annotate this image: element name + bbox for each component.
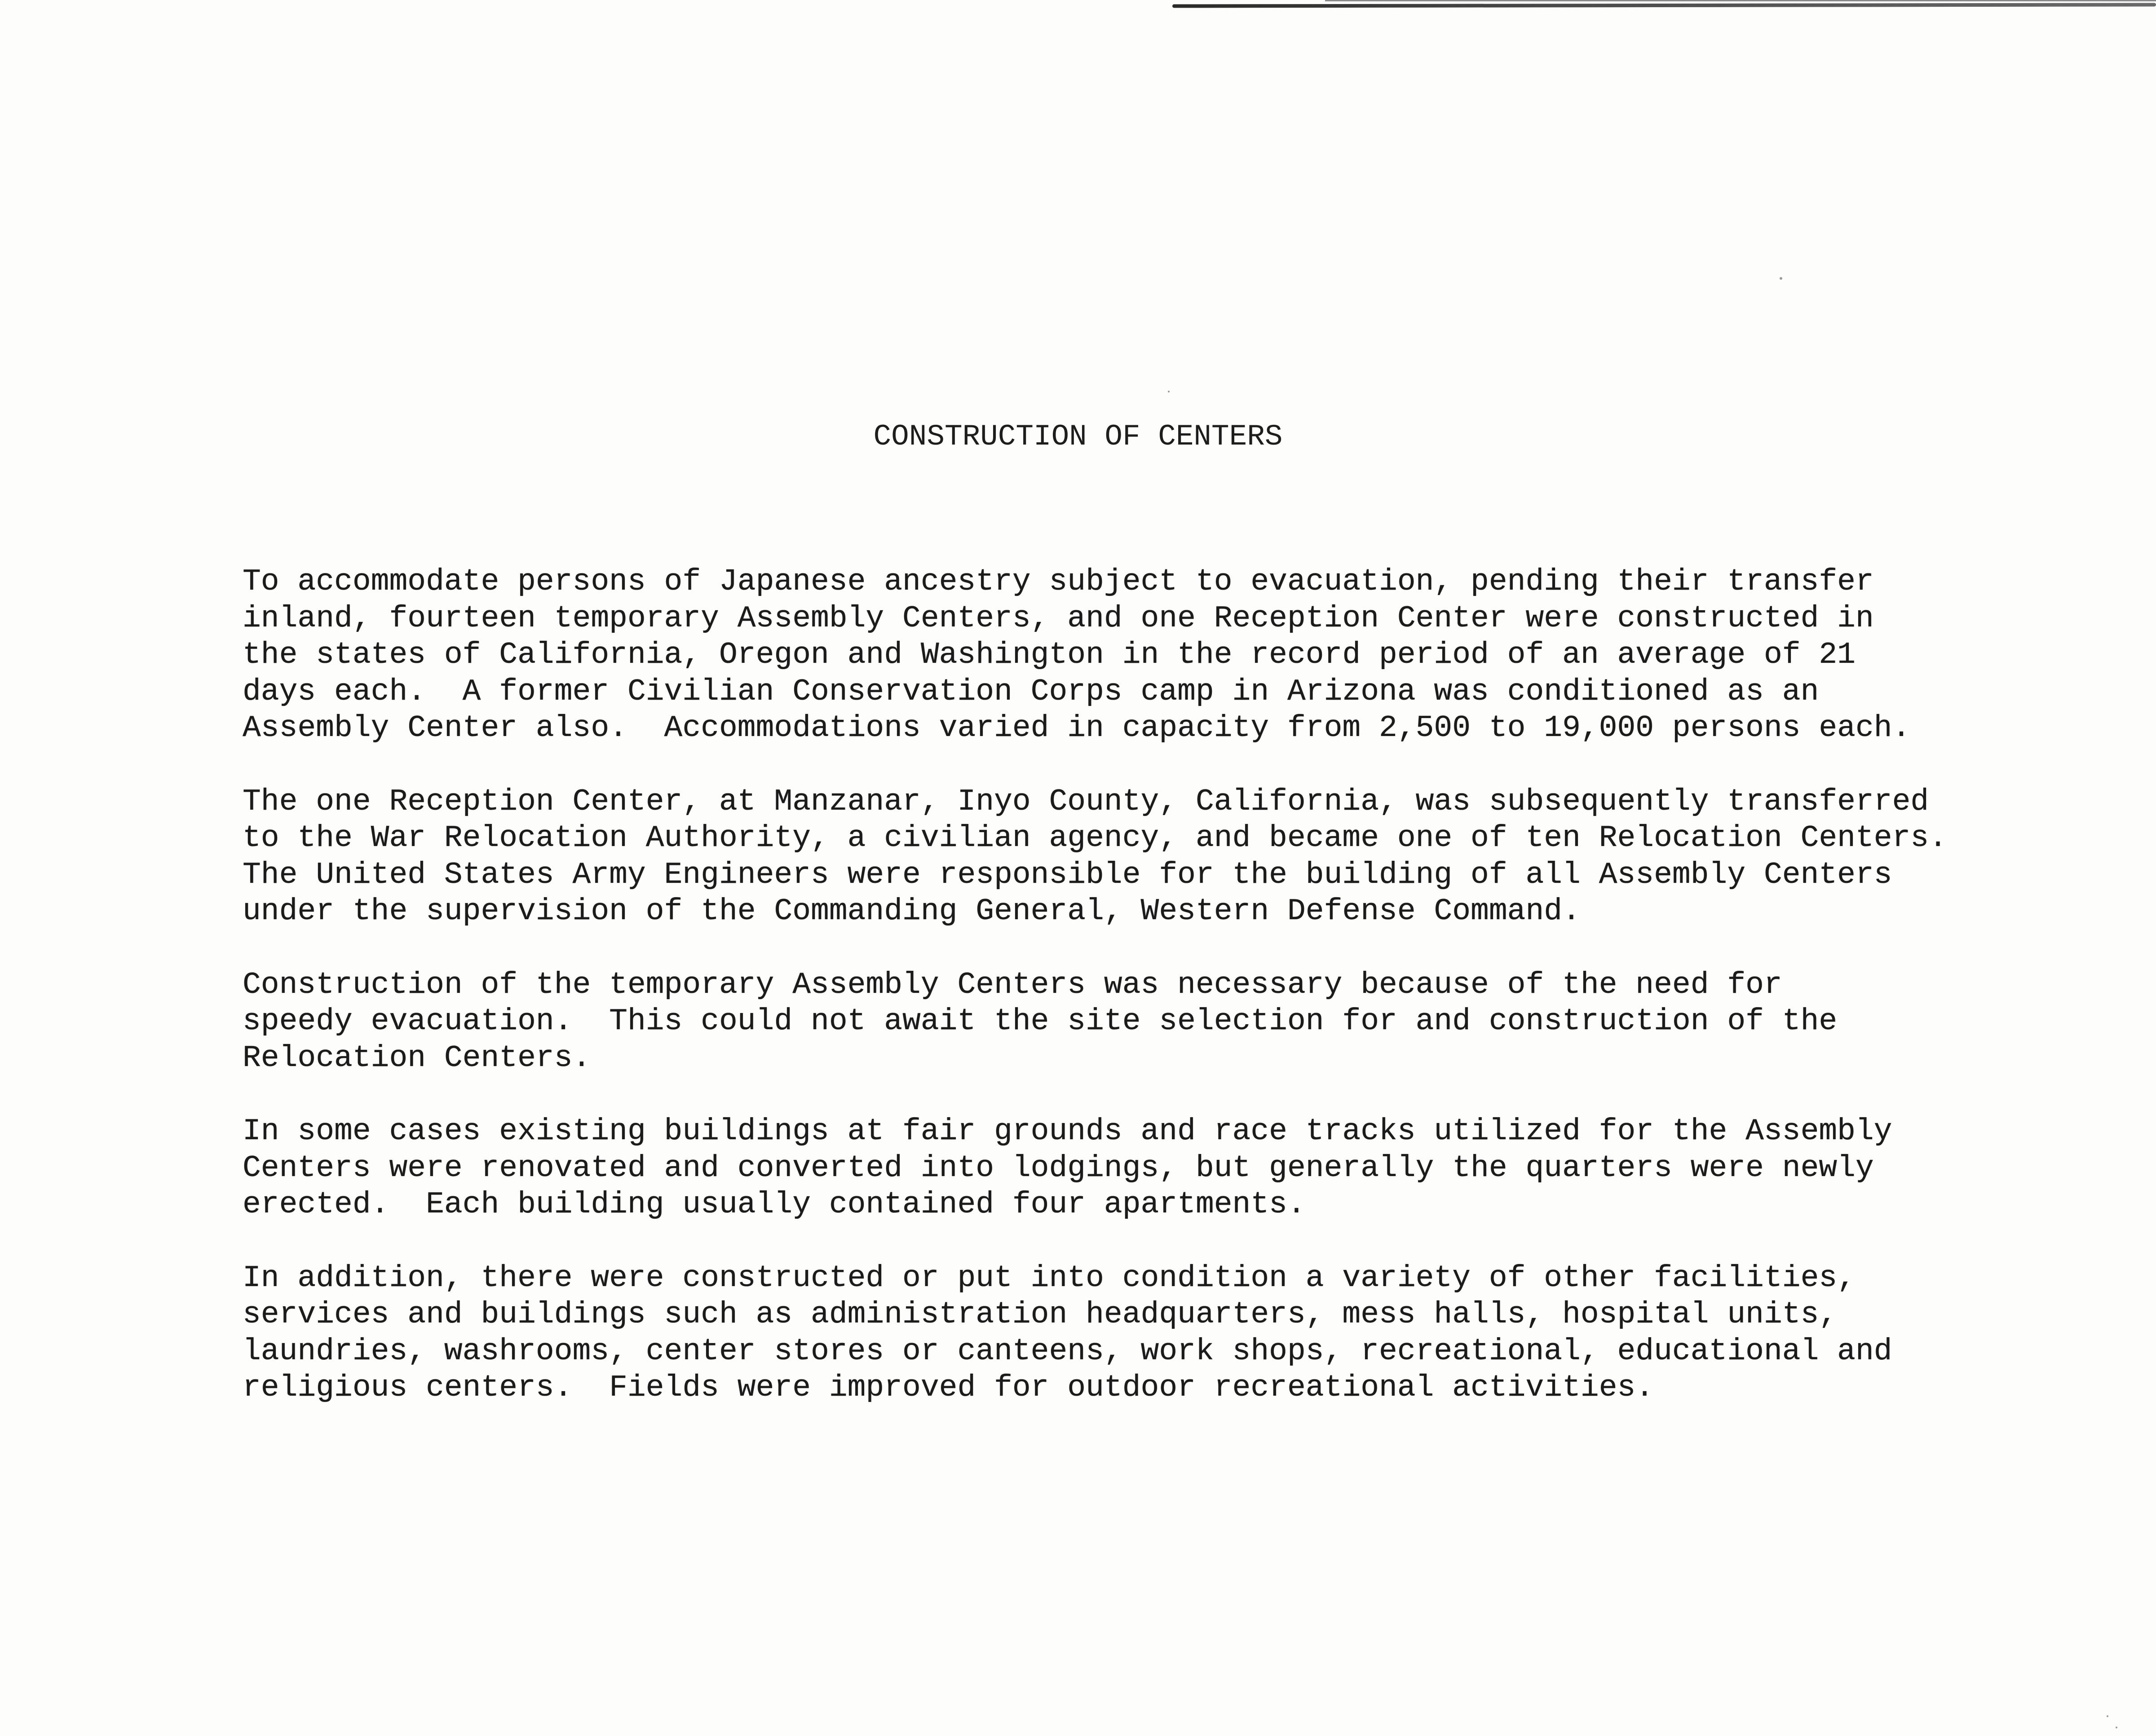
paragraph-3 [243, 967, 2084, 1077]
top-edge-rule-heavy [1172, 3, 2156, 8]
text-line: To accommodate persons of Japanese ancestry subject to evacuation, pending their transfer [243, 564, 1874, 599]
text-line: religious centers. Fields were improved for outdoor recreational activities. [243, 1370, 1654, 1405]
scan-speck [1168, 391, 1170, 392]
text-line: Relocation Centers. [243, 1040, 591, 1075]
text-line: under the supervision of the Commanding General, Western Defense Command. [243, 894, 1581, 929]
text-line: Centers were renovated and converted into lodgings, but generally the quarters were newly [243, 1150, 1874, 1185]
paragraph-2 [243, 784, 2084, 930]
scan-speck [1780, 277, 1782, 280]
text-line: Assembly Center also. Accommodations varied in capacity from 2,500 to 19,000 persons each. [243, 711, 1911, 745]
paragraph-5 [243, 1260, 2084, 1406]
text-line: speedy evacuation. This could not await the site selection for and construction of the [243, 1004, 1838, 1039]
text-line: In addition, there were constructed or put into condition a variety of other facilities, [243, 1260, 1856, 1295]
body-text [243, 564, 2084, 1443]
paragraph-4 [243, 1113, 2084, 1223]
paragraph-1 [243, 564, 2084, 747]
text-line: The one Reception Center, at Manzanar, Inyo County, California, was subsequently transferred [243, 784, 1929, 819]
text-line: to the War Relocation Authority, a civilian agency, and became one of ten Relocation Centers. [243, 821, 1948, 855]
scan-speck [2107, 1715, 2108, 1717]
scan-speck [2116, 1727, 2117, 1728]
text-line: days each. A former Civilian Conservation Corps camp in Arizona was conditioned as an [243, 674, 1819, 709]
top-edge-rule [1325, 0, 2156, 1]
text-line: the states of California, Oregon and Washington in the record period of an average of 21 [243, 638, 1856, 672]
text-line: The United States Army Engineers were responsible for the building of all Assembly Centers [243, 857, 1892, 892]
text-line: Construction of the temporary Assembly Centers was necessary because of the need for [243, 967, 1782, 1002]
text-line: erected. Each building usually contained four apartments. [243, 1187, 1306, 1222]
page-title: CONSTRUCTION OF CENTERS [873, 420, 1283, 454]
text-line: laundries, washrooms, center stores or canteens, work shops, recreational, educational and [243, 1334, 1892, 1369]
text-line: services and buildings such as administration headquarters, mess halls, hospital units, [243, 1297, 1838, 1332]
text-line: inland, fourteen temporary Assembly Centers, and one Reception Center were constructed in [243, 601, 1874, 636]
text-line: In some cases existing buildings at fair grounds and race tracks utilized for the Assembly [243, 1114, 1892, 1149]
